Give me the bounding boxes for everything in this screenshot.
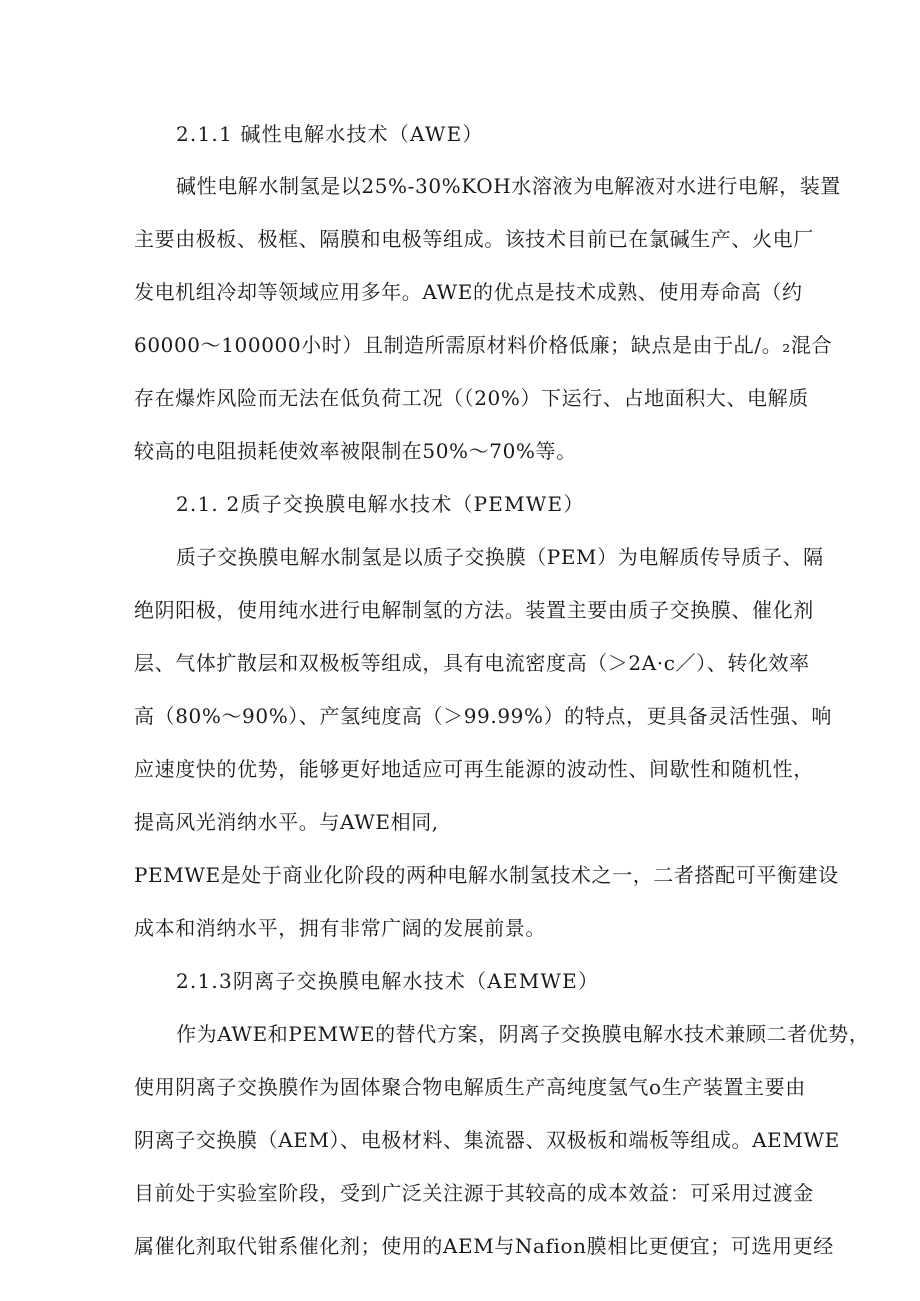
paragraph-line: 目前处于实验室阶段，受到广泛关注源于其较高的成本效益：可采用过渡金 <box>134 1181 814 1205</box>
paragraph-line: 发电机组冷却等领域应用多年。AWE的优点是技术成熟、使用寿命高（约 <box>134 280 803 304</box>
paragraph-line: 作为AWE和PEMWE的替代方案，阴离子交换膜电解水技术兼顾二者优势， <box>176 1022 870 1046</box>
paragraph-line: 成本和消纳水平，拥有非常广阔的发展前景。 <box>134 916 546 940</box>
paragraph-line: 主要由极板、极框、隔膜和电极等组成。该技术目前已在氯碱生产、火电厂 <box>134 227 814 251</box>
paragraph-line: 60000～100000小时）且制造所需原材料价格低廉；缺点是由于乩/。₂混合 <box>134 333 833 357</box>
paragraph-line: 存在爆炸风险而无法在低负荷工况（（20%）下运行、占地面积大、电解质 <box>134 386 809 410</box>
section-heading-pemwe: 2.1. 2质子交换膜电解水技术（PEMWE） <box>176 492 585 516</box>
paragraph-line: 应速度快的优势，能够更好地适应可再生能源的波动性、间歇性和随机性， <box>134 757 814 781</box>
paragraph-line: PEMWE是处于商业化阶段的两种电解水制氢技术之一，二者搭配可平衡建设 <box>134 863 839 887</box>
paragraph-line: 碱性电解水制氢是以25%-30%KOH水溶液为电解液对水进行电解，装置 <box>176 174 841 198</box>
paragraph-line: 层、气体扩散层和双极板等组成，具有电流密度高（＞2A·c／）、转化效率 <box>134 651 810 675</box>
section-heading-aemwe: 2.1.3阴离子交换膜电解水技术（AEMWE） <box>176 969 600 993</box>
paragraph-line: 质子交换膜电解水制氢是以质子交换膜（PEM）为电解质传导质子、隔 <box>176 545 824 569</box>
paragraph-line: 提高风光消纳水平。与AWE相同, <box>134 810 439 834</box>
paragraph-line: 属催化剂取代钳系催化剂；使用的AEM与Nafion膜相比更便宜；可选用更经 <box>134 1234 834 1258</box>
paragraph-line: 绝阴阳极，使用纯水进行电解制氢的方法。装置主要由质子交换膜、催化剂 <box>134 598 814 622</box>
paragraph-line: 高（80%～90%）、产氢纯度高（＞99.99%）的特点，更具备灵活性强、响 <box>134 704 832 728</box>
paragraph-line: 较高的电阻损耗使效率被限制在50%～70%等。 <box>134 439 577 463</box>
section-heading-awe: 2.1.1 碱性电解水技术（AWE） <box>176 122 484 146</box>
paragraph-line: 使用阴离子交换膜作为固体聚合物电解质生产高纯度氢气o生产装置主要由 <box>134 1075 806 1099</box>
paragraph-line: 阴离子交换膜（AEM）、电极材料、集流器、双极板和端板等组成。AEMWE <box>134 1128 840 1152</box>
